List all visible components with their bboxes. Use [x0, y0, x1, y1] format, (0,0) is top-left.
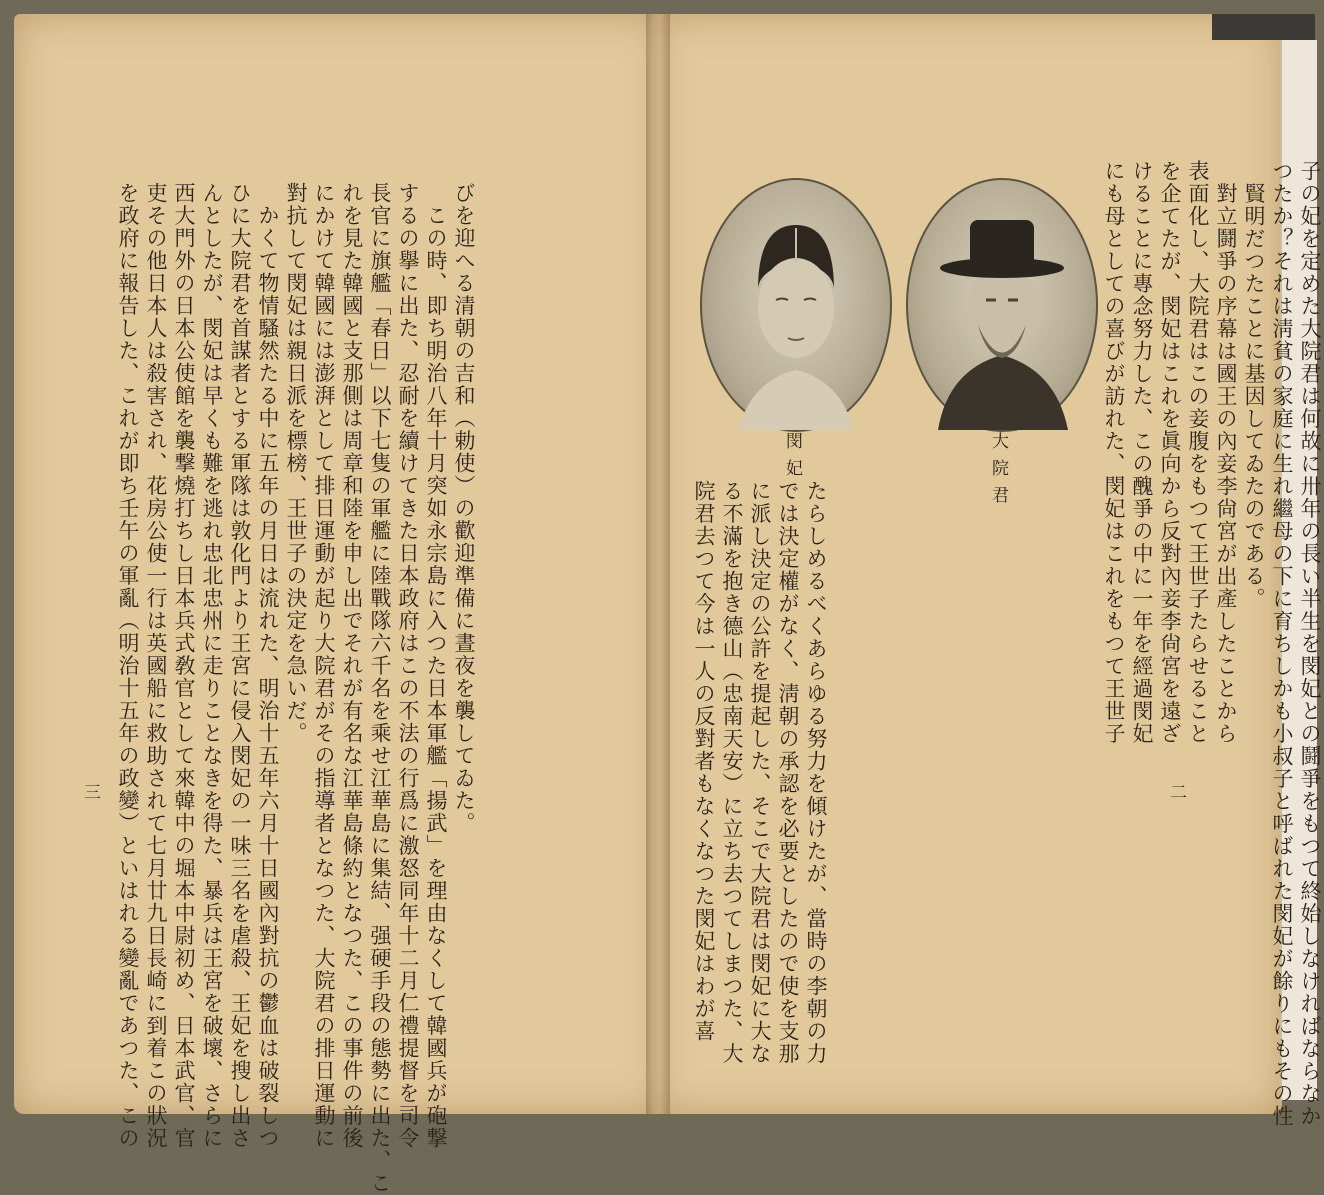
woman-portrait-illustration	[702, 180, 890, 430]
daewongun-portrait	[906, 178, 1098, 432]
dark-tab	[1212, 14, 1315, 40]
caption-daewongun: 大院君	[988, 432, 1008, 513]
queen-min-portrait	[700, 178, 892, 432]
left-page-text: びを迎へる清朝の吉和（勅使）の歡迎準備に晝夜を襲してゐた。 この時、即ち明治八年十月突如永宗島に入つた日本軍艦「揚武」を理由なくして韓國兵が砲撃 するの擧に出た、忍耐を續けてきた日本政府はこの不法の行爲に激怒同年十二月仁禮提督を司令 長官に旗艦「春日」以下七隻の軍艦に陸戰隊六千名を乘せ江華島に集結、强硬手段の態勢に出た、こ れを見た韓國と支那側は周章和陸を申し出でそれが有名な江華島條約となつた、この事件の前後 にかけて韓國には澎湃として排日運動が起り大院君がその指導者となつた、大院君の排日運動に 對抗して閔妃は親日派を標榜、王世子の決定を急いだ。 かくて物情騷然たる中に五年の月日は流れた、明治十五年六月十日國內對抗の鬱血は破裂しつ ひに大院君を首謀者とする軍隊は敦化門より王宮に侵入閔妃の一味三名を虐殺、王妃を搜し出さ んとしたが、閔妃は早くも難を逃れ忠北忠州に走りことなきを得た、暴兵は王宮を破壞、さらに 西大門外の日本公使館を襲撃燒打ちし日本兵式敎官として來韓中の堀本中尉初め、日本武官、官 吏その他日本人は殺害され、花房公使一行は英國船に救助されて七月廿九日長崎に到着この狀況 を政府に報告した、これが即ち壬午の軍亂（明治十五年の政變）といはれる變亂であつた、この	[116, 182, 476, 1195]
right-page-text-top: 子の妃を定めた大院君は何故に卅年の長い半生を閔妃との鬪爭をもつて終始しなければならなか つたか？それは淸貧の家庭に生れ繼母の下に育ちしかも小叔子と呼ばれた閔妃が餘りにもその性 賢明だつたことに基因してゐたのである。 對立鬪爭の序幕は國王の內妾李尙宮が出產したことから 表面化し、大院君はこの妾腹をもつて王世子たらせること を企てたが、閔妃はこれを眞向から反對內妾李尙宮を遠ざ けることに專念努力した、この醜爭の中に一年を經過閔妃 にも母としての喜びが訪れた、閔妃はこれをもつて王世子	[1102, 160, 1322, 1128]
right-page-number: 二	[1170, 783, 1187, 803]
left-page-number: 三	[84, 783, 101, 803]
caption-queen-min: 閔妃	[782, 432, 802, 486]
right-page-text-bottom: たらしめるべくあらゆる努力を傾けたが、當時の李朝の力 では決定權がなく、淸朝の承認を必要としたので使を支那 に派し決定の公許を提起した、そこで大院君は閔妃に大な る不滿を抱き德山（忠南天安）に立ち去つてしまつた、大 院君去つて今は一人の反對者もなくなつた閔妃はわが喜	[692, 480, 828, 1065]
book-gutter	[646, 14, 670, 1114]
man-portrait-illustration	[908, 180, 1096, 430]
